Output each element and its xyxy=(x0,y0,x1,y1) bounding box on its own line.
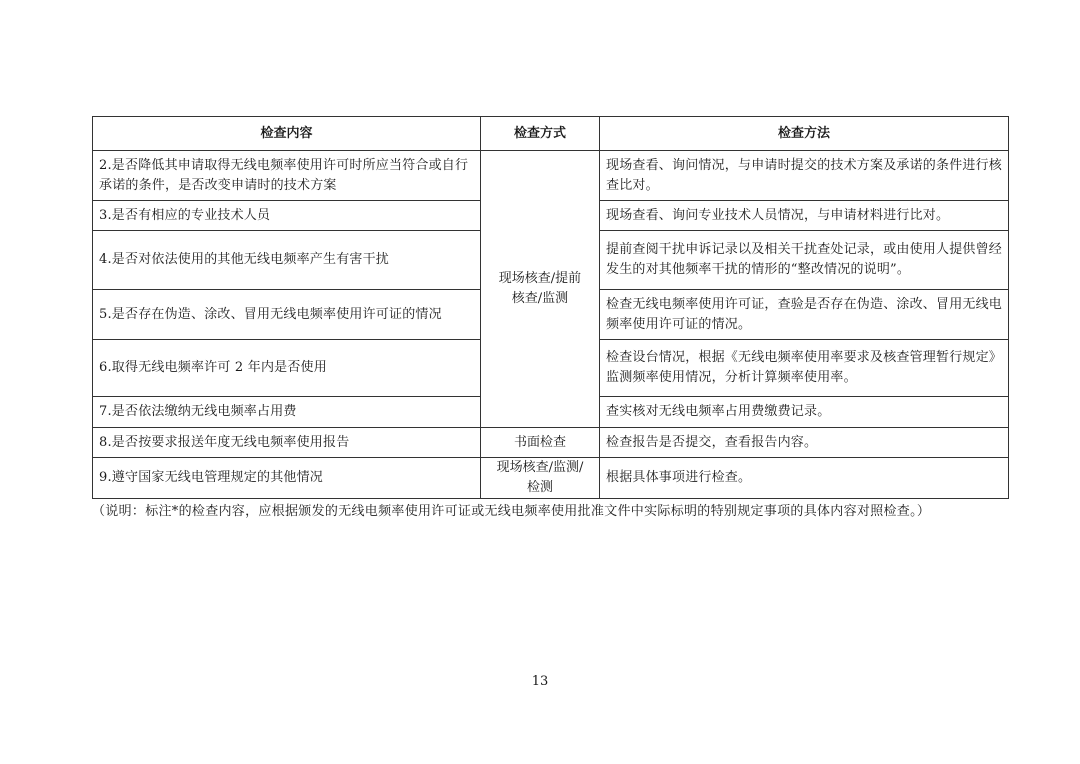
row-content: 2.是否降低其申请取得无线电频率使用许可时所应当符合或自行承诺的条件，是否改变申请时的技术方案 xyxy=(93,151,481,201)
row-method: 检查设台情况，根据《无线电频率使用率要求及核查管理暂行规定》监测频率使用情况，分析计算频率使用率。 xyxy=(600,340,1009,397)
header-content: 检查内容 xyxy=(93,117,481,151)
row-content: 8.是否按要求报送年度无线电频率使用报告 xyxy=(93,428,481,458)
row-method: 检查报告是否提交，查看报告内容。 xyxy=(600,428,1009,458)
footnote: （说明：标注*的检查内容，应根据颁发的无线电频率使用许可证或无线电频率使用批准文件中实际标明的特别规定事项的具体内容对照检查。） xyxy=(92,504,931,519)
row-way: 现场核查/监测/检测 xyxy=(481,458,600,499)
row-content: 3.是否有相应的专业技术人员 xyxy=(93,201,481,231)
row-method: 检查无线电频率使用许可证，查验是否存在伪造、涂改、冒用无线电频率使用许可证的情况。 xyxy=(600,290,1009,340)
header-way: 检查方式 xyxy=(481,117,600,151)
inspection-table xyxy=(92,116,1009,499)
row-method: 查实核对无线电频率占用费缴费记录。 xyxy=(600,397,1009,428)
table-row xyxy=(93,151,1009,201)
row-content: 9.遵守国家无线电管理规定的其他情况 xyxy=(93,458,481,499)
row-content: 4.是否对依法使用的其他无线电频率产生有害干扰 xyxy=(93,231,481,290)
row-method: 提前查阅干扰申诉记录以及相关干扰查处记录，或由使用人提供曾经发生的对其他频率干扰的情形的“整改情况的说明”。 xyxy=(600,231,1009,290)
row-content: 6.取得无线电频率许可 2 年内是否使用 xyxy=(93,340,481,397)
table-row xyxy=(93,428,1009,458)
page-number: 13 xyxy=(531,674,549,689)
row-method: 现场查看、询问情况，与申请时提交的技术方案及承诺的条件进行核查比对。 xyxy=(600,151,1009,201)
table-row xyxy=(93,458,1009,499)
row-method: 根据具体事项进行检查。 xyxy=(600,458,1009,499)
table-header-row xyxy=(93,117,1009,151)
row-content: 5.是否存在伪造、涂改、冒用无线电频率使用许可证的情况 xyxy=(93,290,481,340)
header-method: 检查方法 xyxy=(600,117,1009,151)
merged-way-cell: 现场核查/提前核查/监测 xyxy=(481,151,600,428)
row-method: 现场查看、询问专业技术人员情况，与申请材料进行比对。 xyxy=(600,201,1009,231)
row-content: 7.是否依法缴纳无线电频率占用费 xyxy=(93,397,481,428)
row-way: 书面检查 xyxy=(481,428,600,458)
